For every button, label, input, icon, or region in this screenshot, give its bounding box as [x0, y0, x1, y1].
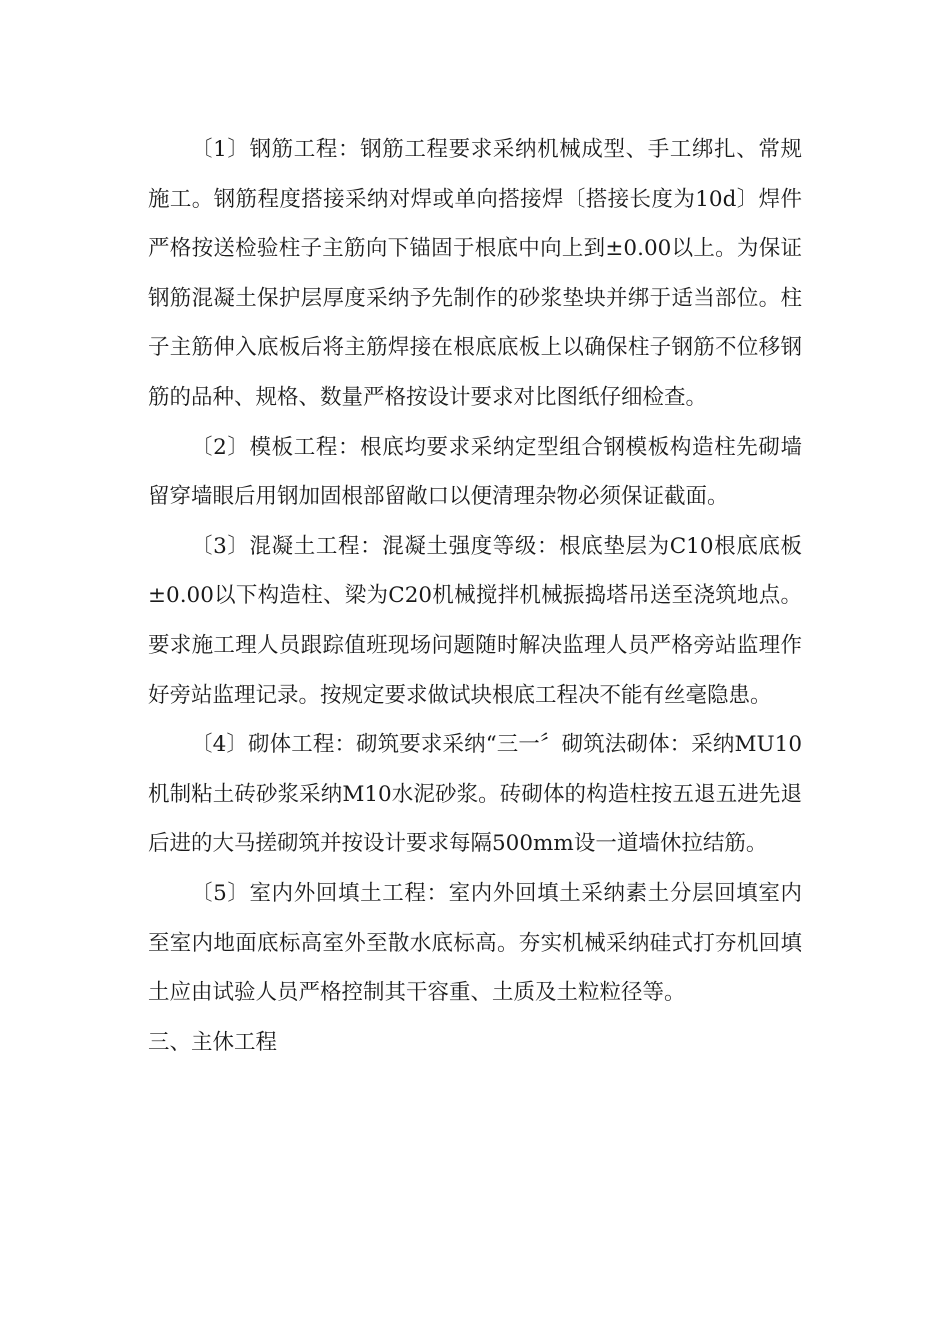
document-body [148, 125, 802, 1067]
paragraph-backfill-work: 〔5〕室内外回填土工程：室内外回填土采纳素土分层回填室内至室内地面底标高室外至散水底标高。夯实机械采纳硅式打夯机回填土应由试验人员严格控制其干容重、土质及土粒粒径等。 [148, 880, 802, 1006]
section-heading: 三、主休工程 [148, 1029, 278, 1055]
paragraph-concrete-work: 〔3〕混凝土工程：混凝土强度等级：根底垫层为C10根底底板±0.00以下构造柱、梁为C20机械搅拌机械振捣塔吊送至浇筑地点。要求施工理人员跟踪值班现场问题随时解决监理人员严格旁站监理作好旁站监理记录。按规定要求做试块根底工程决不能有丝毫隐患。 [148, 533, 802, 708]
paragraph-formwork: 〔2〕模板工程：根底均要求采纳定型组合钢模板构造柱先砌墙留穿墙眼后用钢加固根部留敞口以便清理杂物必须保证截面。 [148, 434, 802, 510]
paragraph-rebar-work: 〔1〕钢筋工程：钢筋工程要求采纳机械成型、手工绑扎、常规施工。钢筋程度搭接采纳对焊或单向搭接焊〔搭接长度为10d〕焊件严格按送检验柱子主筋向下锚固于根底中向上到±0.00以上。为保证钢筋混凝土保护层厚度采纳予先制作的砂浆垫块并绑于适当部位。柱子主筋伸入底板后将主筋焊接在根底底板上以确保柱子钢筋不位移钢筋的品种、规格、数量严格按设计要求对比图纸仔细检查。 [148, 137, 802, 410]
paragraph-masonry-work: 〔4〕砌体工程：砌筑要求采纳“三一〞砌筑法砌体：采纳MU10机制粘土砖砂浆采纳M10水泥砂浆。砖砌体的构造柱按五退五进先退后进的大马搓砌筑并按设计要求每隔500mm设一道墙休拉结筋。 [148, 732, 802, 857]
